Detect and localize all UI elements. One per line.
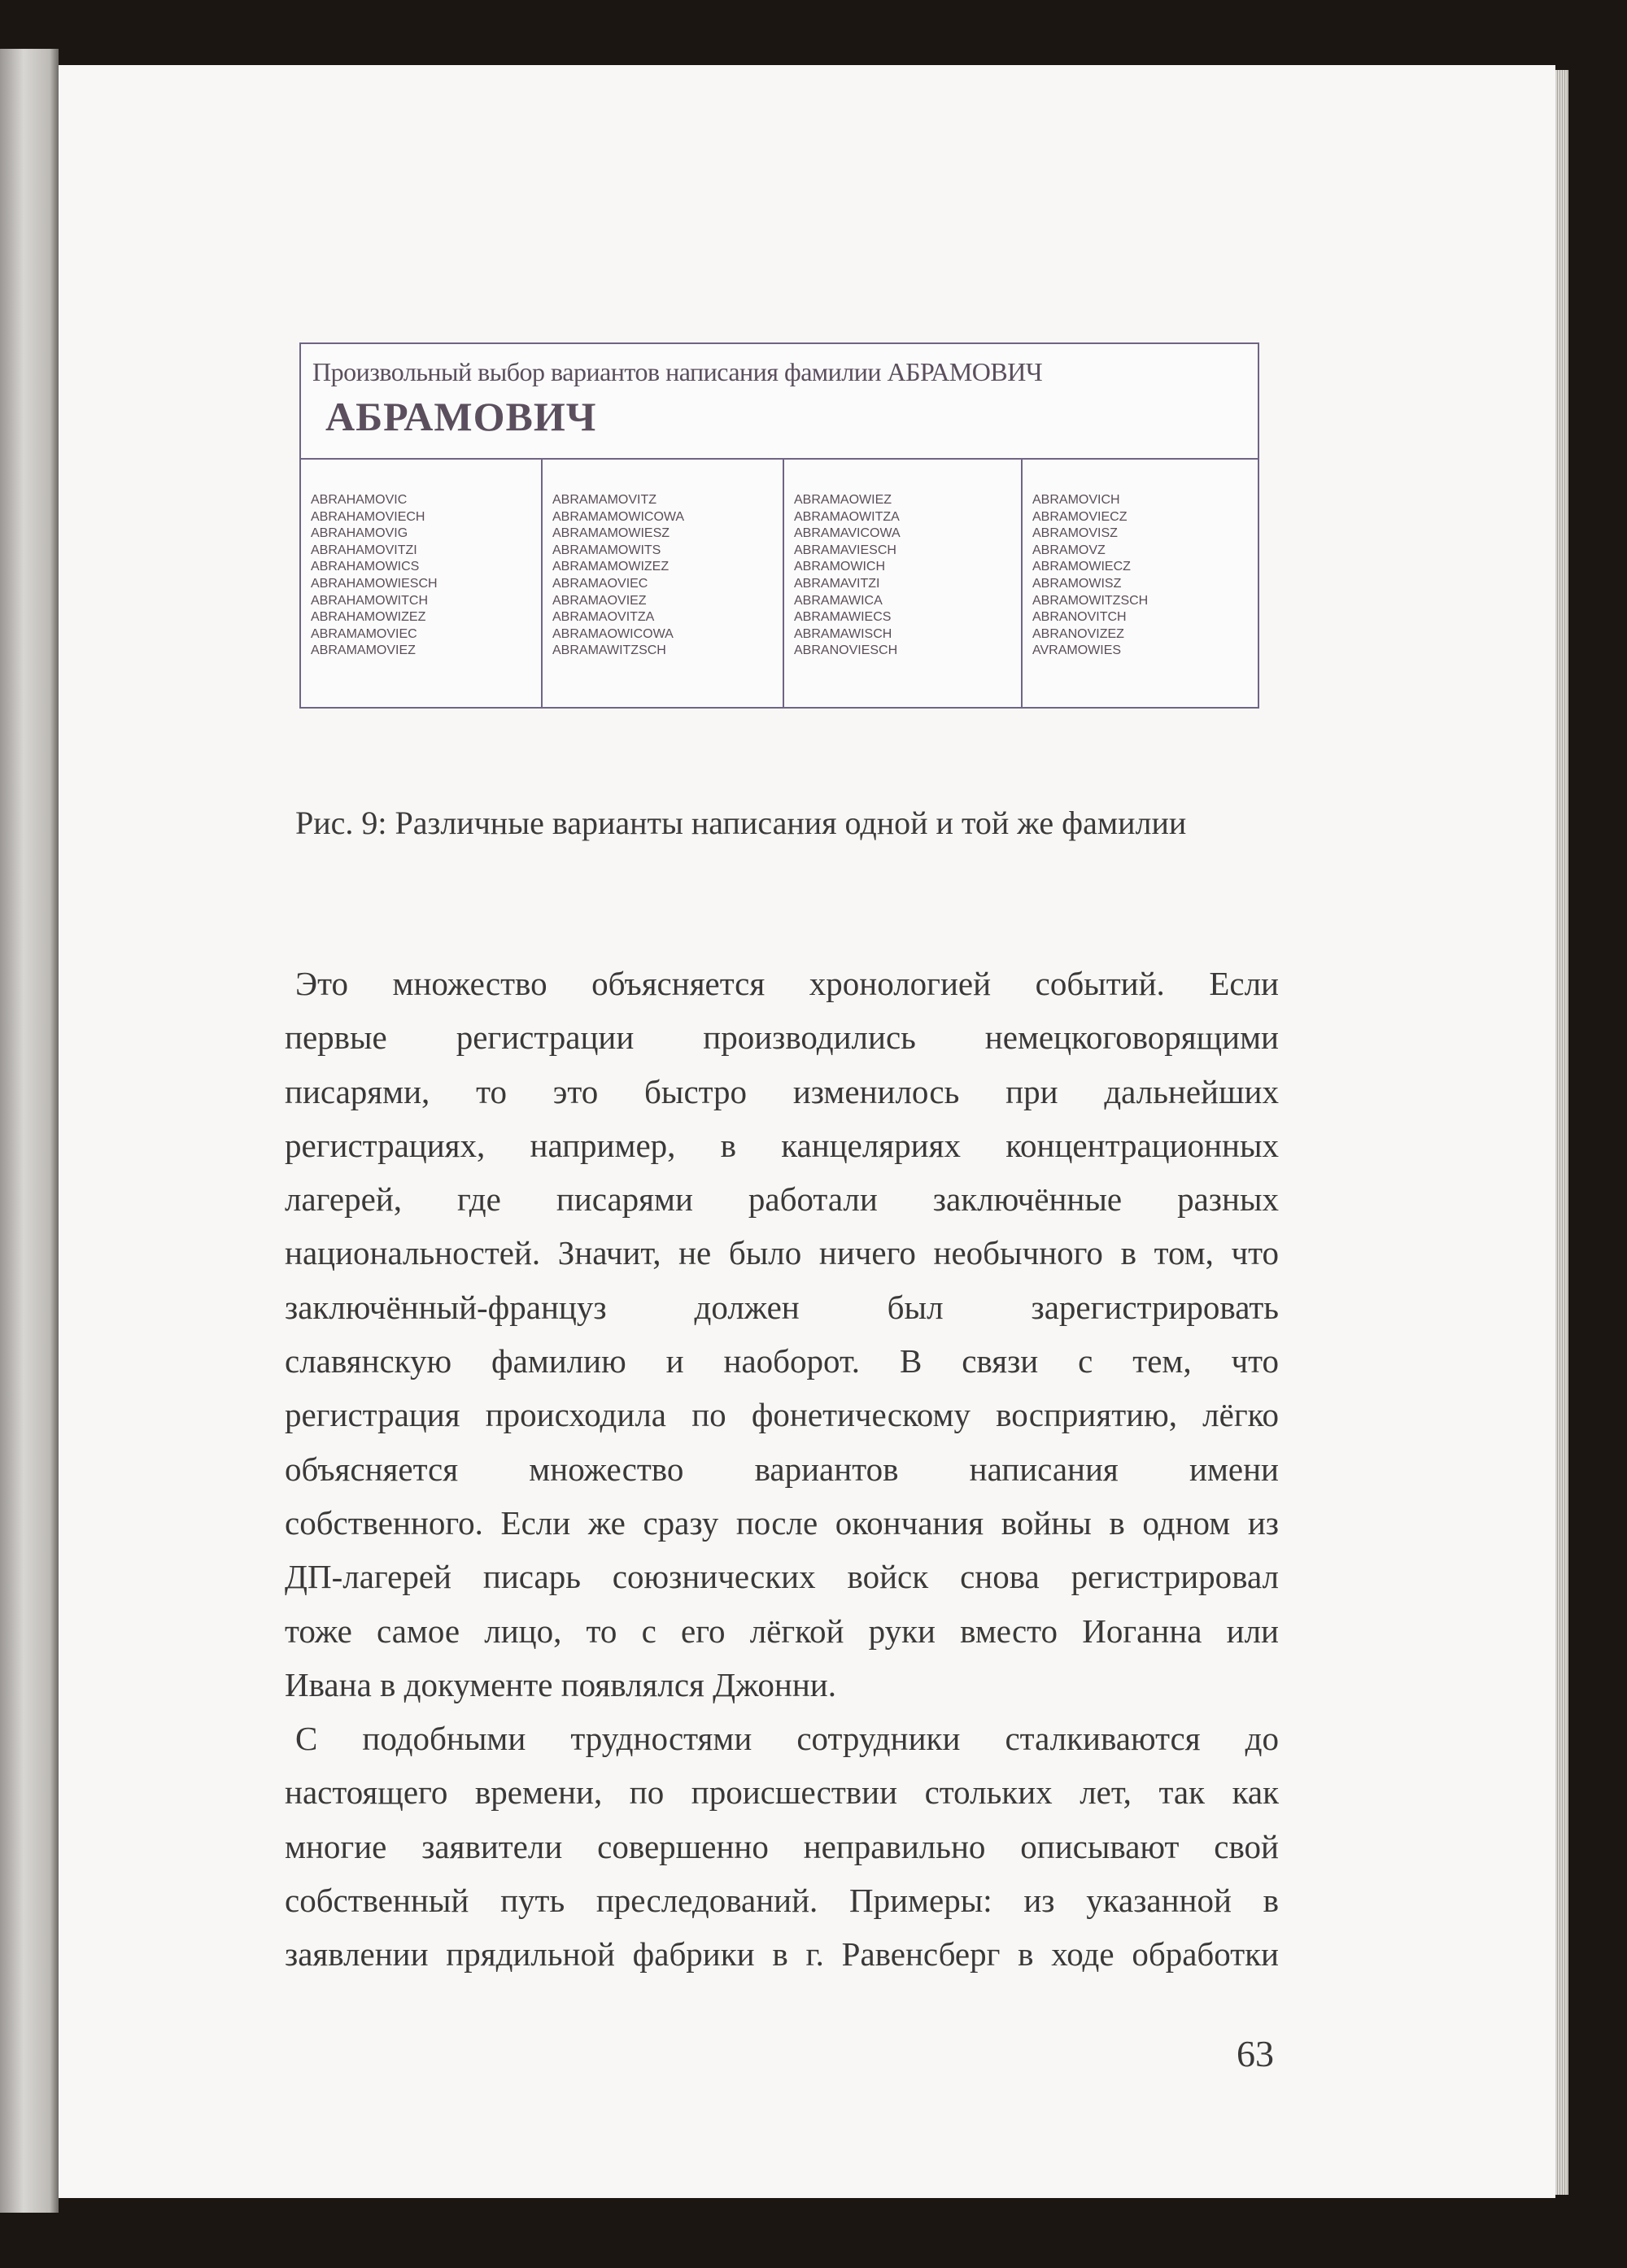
paragraph <box>285 1712 1279 1981</box>
variant-item: ABRAHAMOVIG <box>311 526 408 541</box>
variants-column <box>541 458 783 707</box>
variant-item: ABRAMAVICOWA <box>794 526 901 541</box>
variant-item: ABRAHAMOWICS <box>311 560 420 574</box>
variant-item: ABRAMAMOVITZ <box>552 493 657 507</box>
text-line: регистрациях, например, в канцеляриях концентрационных <box>285 1126 1279 1164</box>
variant-item: ABRAHAMOVIECH <box>311 509 425 524</box>
variant-item: ABRAMOVIECZ <box>1032 509 1128 524</box>
variant-item: ABRANOVITCH <box>1032 610 1127 625</box>
variants-columns <box>301 458 1258 707</box>
text-line: первые регистрации производились немецкоговорящими <box>285 1018 1279 1057</box>
variant-item: ABRANOVIZEZ <box>1032 626 1124 641</box>
variant-item: ABRAMAOVIEZ <box>552 593 647 608</box>
variant-item: ABRAMOWICH <box>794 560 885 574</box>
text-line: С подобными трудностями сотрудники сталкиваются до <box>295 1720 1279 1758</box>
text-line: лагерей, где писарями работали заключённые разных <box>285 1180 1279 1219</box>
variant-item: ABRAMOWISZ <box>1032 576 1122 591</box>
body-text <box>285 957 1279 1982</box>
text-line: многие заявители совершенно неправильно описывают свой <box>285 1827 1279 1865</box>
variant-item: ABRAMAOVITZA <box>552 610 655 625</box>
variant-item: ABRAMAWISCH <box>794 626 892 641</box>
text-line: национальностей. Значит, не было ничего необычного в том, что <box>285 1234 1279 1272</box>
variant-item: ABRANOVIESCH <box>794 643 898 658</box>
variant-item: ABRAMAMOVIEC <box>311 626 417 641</box>
variant-item: ABRAMAOWICOWA <box>552 626 674 641</box>
variant-item: ABRAMAVIESCH <box>794 543 896 557</box>
variants-column <box>1021 458 1258 707</box>
variant-item: ABRAMAOWITZA <box>794 509 900 524</box>
text-line: писарями, то это быстро изменилось при дальнейших <box>285 1072 1279 1110</box>
figure-surname-variants <box>299 342 1259 709</box>
text-line: объясняется множество вариантов написания имени <box>285 1450 1279 1488</box>
text-line: настоящего времени, по происшествии стольких лет, так как <box>285 1773 1279 1812</box>
figure-caption: Рис. 9: Различные варианты написания одной и той же фамилии <box>295 805 1187 841</box>
page-stack-edge <box>1555 70 1568 2195</box>
variant-item: ABRAMOWIECZ <box>1032 560 1131 574</box>
figure-subtitle: Произвольный выбор вариантов написания фамилии АБРАМОВИЧ <box>312 357 1043 386</box>
figure-header <box>301 344 1258 460</box>
variant-item: ABRAMAWIECS <box>794 610 892 625</box>
adjacent-page-edge <box>0 49 59 2213</box>
variant-item: ABRAMAOWIEZ <box>794 493 892 507</box>
variant-item: ABRAMAVITZI <box>794 576 880 591</box>
figure-surname: АБРАМОВИЧ <box>325 394 597 439</box>
variant-item: AVRAMOWIES <box>1032 643 1122 658</box>
text-line: собственный путь преследований. Примеры: из указанной в <box>285 1882 1279 1920</box>
variant-item: ABRAMOVISZ <box>1032 526 1118 541</box>
text-line: Это множество объясняется хронологией событий. Если <box>295 965 1279 1002</box>
text-line: тоже самое лицо, то с его лёгкой руки вместо Иоганна или <box>285 1612 1279 1650</box>
variant-item: ABRAMOVZ <box>1032 543 1106 557</box>
text-line: ДП-лагерей писарь союзнических войск снова регистрировал <box>285 1558 1279 1596</box>
variants-column <box>301 458 541 707</box>
variant-item: ABRAHAMOVIC <box>311 493 408 507</box>
text-line: заключённый-француз должен был зарегистрировать <box>285 1288 1279 1326</box>
text-line: собственного. Если же сразу после окончания войны в одном из <box>285 1503 1279 1542</box>
text-line: Ивана в документе появлялся Джонни. <box>285 1665 837 1703</box>
variant-item: ABRAMAOVIEC <box>552 576 648 591</box>
variant-item: ABRAHAMOWITCH <box>311 593 428 608</box>
variant-item: ABRAMAWITZSCH <box>552 643 666 658</box>
variant-item: ABRAMAMOWICOWA <box>552 509 685 524</box>
text-line: заявлении прядильной фабрики в г. Равенсберг в ходе обработки <box>285 1935 1279 1974</box>
variant-item: ABRAHAMOWIESCH <box>311 576 438 591</box>
variant-item: ABRAHAMOVITZI <box>311 543 417 557</box>
variant-item: ABRAMAMOWIESZ <box>552 526 670 541</box>
variant-item: ABRAMOVICH <box>1032 493 1120 507</box>
variants-column <box>783 458 1021 707</box>
variant-item: ABRAMAMOWIZEZ <box>552 560 670 574</box>
variant-item: ABRAMAMOVIEZ <box>311 643 416 658</box>
variant-item: ABRAMAMOWITS <box>552 543 661 557</box>
paragraph <box>285 957 1279 1712</box>
variant-item: ABRAMOWITZSCH <box>1032 593 1149 608</box>
variant-item: ABRAHAMOWIZEZ <box>311 610 426 625</box>
variant-item: ABRAMAWICA <box>794 593 883 608</box>
page-number: 63 <box>1237 2033 1274 2074</box>
text-line: славянскую фамилию и наоборот. В связи с тем, что <box>285 1342 1279 1380</box>
text-line: регистрация происходила по фонетическому восприятию, лёгко <box>285 1396 1279 1434</box>
